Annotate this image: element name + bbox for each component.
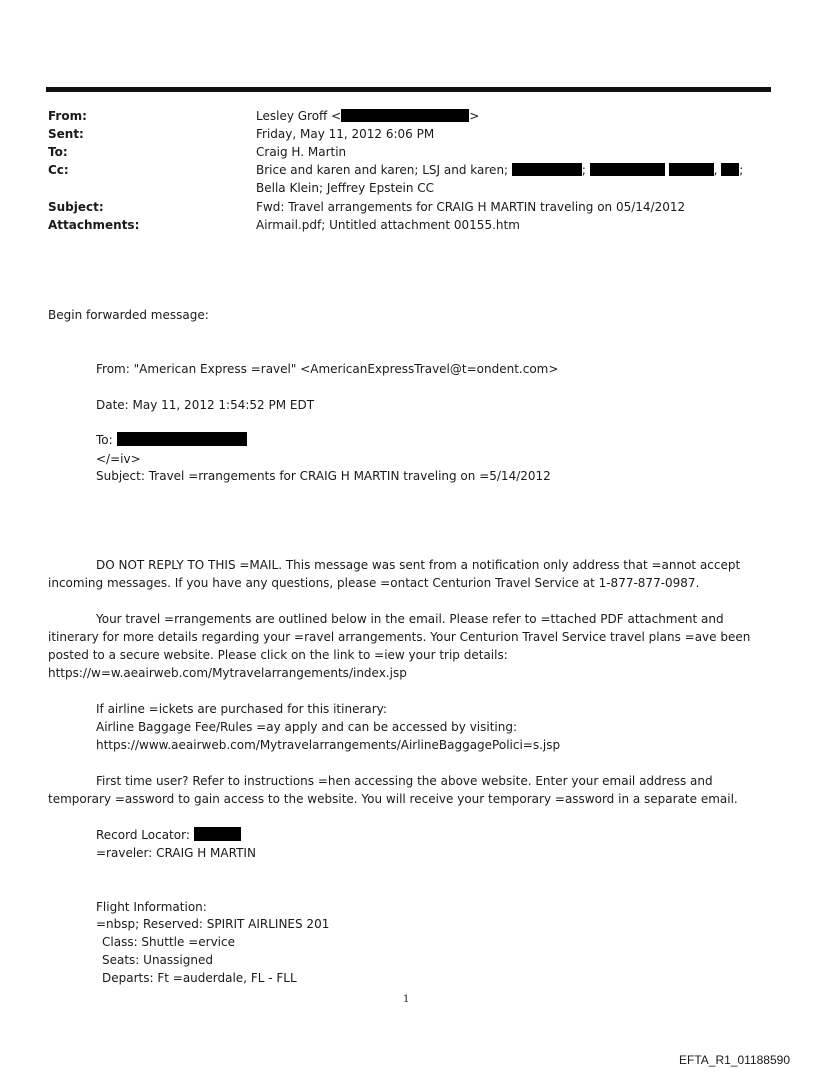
p4-line-2: temporary =assword to gain access to the website. You will receive your temporary =assword in a separate email. <box>48 792 738 806</box>
from-close: > <box>469 109 480 123</box>
sent-label: Sent: <box>48 127 84 141</box>
cc-line-2: Bella Klein; Jeffrey Epstein CC <box>256 181 435 195</box>
flight-info: Flight Information: <box>96 900 207 914</box>
cc-separator: ; <box>739 163 744 177</box>
redaction-box <box>117 432 247 446</box>
flight-class: Class: Shuttle =ervice <box>102 935 235 949</box>
attachments-value: Airmail.pdf; Untitled attachment 00155.htm <box>256 218 520 232</box>
from-label: From: <box>48 109 87 123</box>
p4-line-1: First time user? Refer to instructions =hen accessing the above website. Enter your email address and <box>96 774 713 788</box>
to-label: To: <box>48 145 68 159</box>
flight-seats: Seats: Unassigned <box>102 953 213 967</box>
begin-forwarded: Begin forwarded message: <box>48 308 209 322</box>
fwd-to <box>96 431 247 449</box>
p3-line-1: If airline =ickets are purchased for this itinerary: <box>96 702 387 716</box>
redaction-box <box>721 163 739 176</box>
traveler: =raveler: CRAIG H MARTIN <box>96 846 256 860</box>
subject-value: Fwd: Travel arrangements for CRAIG H MARTIN traveling on 05/14/2012 <box>256 200 686 214</box>
record-locator <box>96 826 241 844</box>
p1-line-1: DO NOT REPLY TO THIS =MAIL. This message was sent from a notification only address that =annot accept <box>96 558 741 572</box>
attachments-label: Attachments: <box>48 218 140 232</box>
redaction-box <box>669 163 714 176</box>
redaction-box <box>512 163 582 176</box>
p2-link: https://w=w.aeairweb.com/Mytravelarrangements/index.jsp <box>48 666 407 680</box>
from-name: Lesley Groff < <box>256 109 342 123</box>
redaction-box <box>194 827 241 841</box>
fwd-subject: Subject: Travel =rrangements for CRAIG H MARTIN traveling on =5/14/2012 <box>96 469 551 483</box>
p3-line-2: Airline Baggage Fee/Rules =ay apply and can be accessed by visiting: <box>96 720 518 734</box>
p2-line-3: posted to a secure website. Please click on the link to =iew your trip details: <box>48 648 508 662</box>
flight-reserved: =nbsp; Reserved: SPIRIT AIRLINES 201 <box>96 917 330 931</box>
fwd-div: </=iv> <box>96 452 141 466</box>
sent-value: Friday, May 11, 2012 6:06 PM <box>256 127 435 141</box>
cc-names: Brice and karen and karen; LSJ and karen; <box>256 163 509 177</box>
cc-label: Cc: <box>48 163 69 177</box>
p2-line-2: itinerary for more details regarding your =ravel arrangements. Your Centurion Travel Service travel plans =ave been <box>48 630 751 644</box>
fwd-date: Date: May 11, 2012 1:54:52 PM EDT <box>96 398 315 412</box>
redaction-box <box>341 109 469 122</box>
cc-separator: , <box>713 163 718 177</box>
p1-line-2: incoming messages. If you have any questions, please =ontact Centurion Travel Service at 1-877-877-0987. <box>48 576 700 590</box>
fwd-to-label: To: <box>96 433 113 447</box>
fwd-from: From: "American Express =ravel" <AmericanExpressTravel@t=ondent.com> <box>96 362 559 376</box>
redaction-box <box>590 163 665 176</box>
bates-number: EFTA_R1_01188590 <box>679 1053 790 1067</box>
page-number: 1 <box>403 994 410 1005</box>
cc-line-1 <box>256 161 743 179</box>
flight-departs: Departs: Ft =auderdale, FL - FLL <box>102 971 297 985</box>
subject-label: Subject: <box>48 200 104 214</box>
p2-line-1: Your travel =rrangements are outlined below in the email. Please refer to =ttached PDF attachment and <box>96 612 724 626</box>
from-value <box>256 107 479 125</box>
p3-link: https://www.aeairweb.com/Mytravelarrangements/AirlineBaggagePolici=s.jsp <box>96 738 561 752</box>
record-locator-label: Record Locator: <box>96 828 190 842</box>
cc-separator: ; <box>581 163 586 177</box>
to-value: Craig H. Martin <box>256 145 347 159</box>
header-rule <box>46 87 771 92</box>
